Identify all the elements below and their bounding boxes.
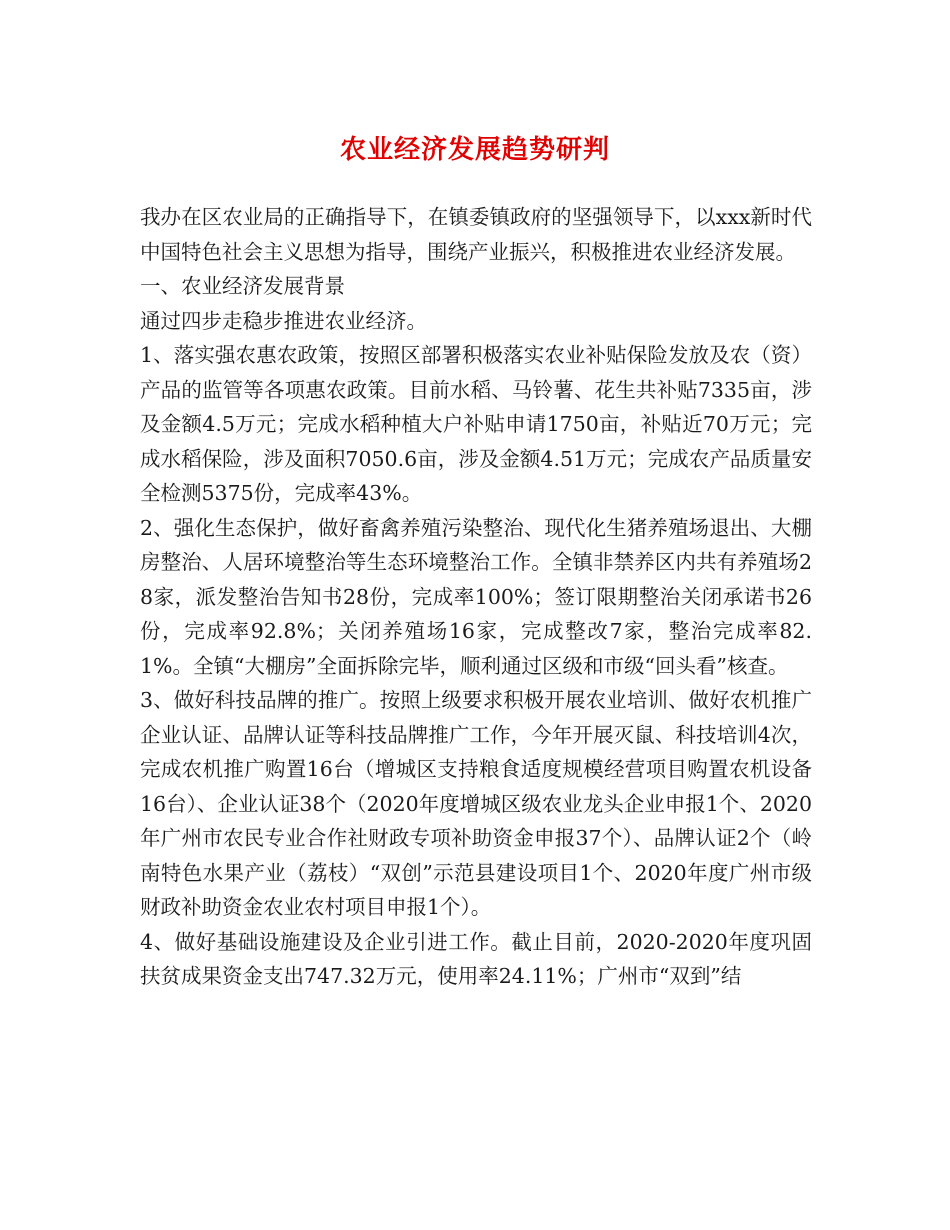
paragraph: 3、做好科技品牌的推广。按照上级要求积极开展农业培训、做好农机推广企业认证、品牌认证等科技品牌推广工作，今年开展灭鼠、科技培训4次，完成农机推广购置16台（增城区支持粮食适度规模经营项目购置农机设备16台）、企业认证38个（2020年度增城区级农业龙头企业申报1个、2020年广州市农民专业合作社财政专项补助资金申报37个）、品牌认证2个（岭南特色水果产业（荔枝）“双创”示范县建设项目1个、2020年度广州市级财政补助资金农业农村项目申报1个）。 <box>140 688 812 919</box>
intro-paragraph: 我办在区农业局的正确指导下，在镇委镇政府的坚强领导下，以xxx新时代中国特色社会主义思想为指导，围绕产业振兴，积极推进农业经济发展。 <box>140 205 812 264</box>
section-heading: 一、农业经济发展背景 <box>140 274 345 298</box>
paragraph: 通过四步走稳步推进农业经济。 <box>140 308 427 333</box>
document-title: 农业经济发展趋势研判 <box>339 135 610 165</box>
document-body <box>140 200 812 994</box>
paragraph: 1、落实强农惠农政策，按照区部署积极落实农业补贴保险发放及农（资）产品的监管等各项惠农政策。目前水稻、马铃薯、花生共补贴7335亩，涉及金额4.5万元；完成水稻种植大户补贴申请1750亩，补贴近70万元；完成水稻保险，涉及面积7050.6亩，涉及金额4.51万元；完成农产品质量安全检测5375份，完成率43%。 <box>140 343 812 505</box>
paragraph: 2、强化生态保护，做好畜禽养殖污染整治、现代化生猪养殖场退出、大棚房整治、人居环境整治等生态环境整治工作。全镇非禁养区内共有养殖场28家，派发整治告知书28份，完成率100%；签订限期整治关闭承诺书26份，完成率92.8%；关闭养殖场16家，完成整改7家，整治完成率82.1%。全镇“大棚房”全面拆除完毕，顺利通过区级和市级“回头看”核查。 <box>140 515 812 678</box>
paragraph: 4、做好基础设施建设及企业引进工作。截止目前，2020-2020年度巩固扶贫成果资金支出747.32万元，使用率24.11%；广州市“双到”结 <box>140 929 812 988</box>
